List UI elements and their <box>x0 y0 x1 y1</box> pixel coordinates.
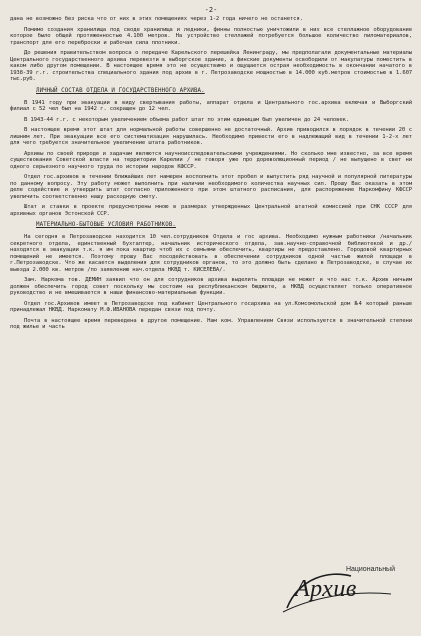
paragraph-premises: Отдел гос.Архивов имеет в Петрозаводске под кабинет Центрального госархива на ул.Комсомольской дом №4 который раньше принадлежал НКВД. Наркомату М.Ф.ИВАНОВА передан связи под почту. <box>10 300 412 313</box>
paragraph-staff-increase: В 1943-44 г.г. с некоторым увеличением объема работ штат по этим единицам был увеличен до 24 человек. <box>24 116 349 123</box>
paragraph-staff-insufficient: В настоящее время этот штат для нормальной работы совершенно не достаточный. Архив приводился в порядок в течении 20 с лишним лет. При эвакуации все его систематизация нарушилась. Необходимо привести его в надлежащий вид в течении 1-2-х лет для чего требуется значительное увеличение штата работников. <box>10 127 412 146</box>
paragraph-building: До решения правительством вопроса о передаче Карельского перешейка Ленинграду, мы предполагали документальные материалы Центрального государственного архива перевезти в выборгское здание, а финские документы освободили от макулатуры поместить в каком либо другом помещении. В настоящее время это не осуществимо и ощущается острая необходимость в окончании начатого в 1938-39 г.г. строительства специального здания под архив в г. Петрозаводске мощностью в 14.000 куб.метров стоимостью в 1.607 тыс.руб. <box>10 50 412 82</box>
archive-watermark <box>281 566 399 616</box>
watermark-small-text: Национальный <box>345 566 395 573</box>
page-number: -2- <box>204 6 218 14</box>
section-heading-living-conditions: МАТЕРИАЛЬНО-БЫТОВЫЕ УСЛОВИЯ РАБОТНИКОВ. <box>36 222 177 228</box>
paragraph-housing: На сегодня в Петрозаводске находится 10 чел.сотрудников Отдела и гос архива. Необходимо нужным работники /начальник секретного отдела, единственный бухгалтер, начальник исторического отдела, зав.научно-справочной библиотекой и др./ находятся в эвакуации т.к. я им пока квартир чтоб их с семьями обеспечить, квартиры не предоставлено. Городовой квартирных помещений не имеется. Поэтому прошу Вас посодействовать в обеспечении сотрудников одной частью жилой площади в г.Петрозаводске. Что же касается выделения для сотрудников органов, то это должно быть сделано в Петрозаводске, в случае их выезда 2.000 кв. метров /по заявлению нач.отдела НКВД т. КИСЕЛЕВА/. <box>10 234 412 273</box>
paragraph-evacuation: В 1941 году при эвакуации в виду свертывания работы, аппарат отдела и Центрального гос.архива включая и Выборгский филиал с 52 чел был на 1942 г. сокращен до 12 чел. <box>10 99 412 112</box>
paragraph-intro: дана не возможно без риска что от них в этих помещениях через 1-2 года ничего не останется. <box>10 16 303 22</box>
paragraph-post: Почта в настоящее время переведена в другое помещение. Нам ком. Управлением Связи используется в значительной степени под жилье и часть <box>10 317 412 330</box>
paragraph-deputy: Зам. Наркома тов. ДЕМИН заявил что он для сотрудников архива выделить площади не может и что нас т.к. Архив ничьим должен обеспечить город совет поскольку мы состоим на республиканском бюджете, а НКВД осуществляет только оперативное руководство и не вмешивается в наши финансово-материальные функции. <box>10 277 412 296</box>
section-heading-staff: ЛИЧНЫЙ СОСТАВ ОТДЕЛА И ГОСУДАРСТВЕННОГО АРХИВА. <box>36 87 205 94</box>
watermark-big-text: Архив <box>295 576 357 602</box>
paragraph-storage: Помимо создания хранилища под своде хранилища и ледники, финны полностью уничтожили в них все стеллажное оборудование которое было общей протяженностью 4.100 метров. На устройство стеллажей потребуется большое количество пиломатериалов, транспорт для его переброски и рабочая сила плотники. <box>10 26 412 46</box>
paragraph-rates: Штат и ставки в проекте предусмотрены мною в размерах утвержденных Центральной штатной комиссией при СНК СССР для архивных органов Эстонской ССР. <box>10 204 412 217</box>
paragraph-literature: Отдел гос.архивов в течении ближайших лет намерен восполнить этот пробел и выпустить ряд научной и популярной литературы по данному вопросу. Эту работу может выполнить при наличии необходимого количества научных сил. Прошу Вас оказать в этом деле содействие и утвердить штат согласно приложенного при этом штатного расписания, для распоряжение Наркомфину КФССР увеличить соответственно нашу расходную смету. <box>10 174 412 200</box>
paragraph-research: Архивы по своей природе и задачам являются научноисследовательскими учреждениями. Но сколько мне известно, за все время существования Советской власти на территории Карелии / не говоря уже про дореволюционный период / не выпущено в свет ни одного серьезного научного труда по истории народов КФССР. <box>10 150 412 170</box>
